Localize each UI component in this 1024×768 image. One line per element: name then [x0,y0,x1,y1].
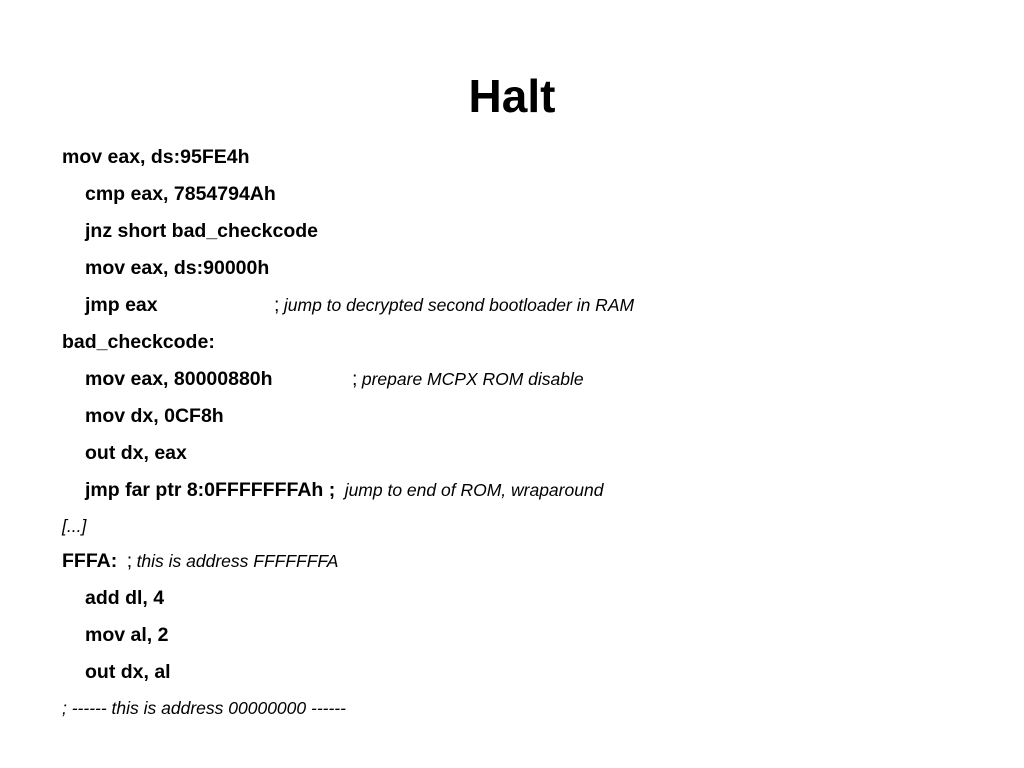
comment-group [352,361,584,399]
code-comment: jump to end of ROM, wraparound [344,480,604,500]
instruction: mov eax, ds:90000h [85,257,270,279]
instruction: mov eax, 80000880h [85,368,273,390]
instruction: out dx, al [85,661,171,683]
code-line [62,213,982,250]
instruction: mov dx, 0CF8h [85,405,224,427]
instruction: mov al, 2 [85,624,169,646]
instruction: cmp eax, 7854794Ah [85,183,276,205]
code-line [62,580,982,617]
instruction: mov eax, ds:95FE4h [62,146,250,168]
address-comment: ; ------ this is address 00000000 ------ [62,698,346,718]
comment-group [126,550,339,572]
instruction: add dl, 4 [85,587,165,609]
comment-group [344,480,604,500]
code-line [62,691,982,725]
code-line [62,139,982,176]
code-line [62,250,982,287]
code-line [62,472,982,509]
slide-title: Halt [468,70,556,122]
instruction: out dx, eax [85,442,187,464]
label: bad_checkcode: [62,331,215,353]
comment-semicolon: ; [126,550,133,572]
code-comment: jump to decrypted second bootloader in RAM [283,295,635,315]
code-line [62,617,982,654]
code-line [62,398,982,435]
comment-semicolon: ; [352,368,358,390]
instruction: jmp far ptr 8:0FFFFFFFAh ; [85,479,336,501]
code-line [62,287,982,324]
instruction: jnz short bad_checkcode [85,220,318,242]
code-line [62,543,982,580]
code-line [62,324,982,361]
code-comment: this is address FFFFFFFA [136,551,339,571]
code-comment: prepare MCPX ROM disable [361,369,584,389]
assembly-code-listing [62,139,982,725]
code-line [62,654,982,691]
comment-group [274,287,634,325]
code-line [62,176,982,213]
comment-semicolon: ; [274,294,280,316]
ellipsis-comment: [...] [62,516,87,536]
code-line [62,435,982,472]
instruction: jmp eax [85,294,158,316]
code-line [62,509,982,543]
code-line [62,361,982,398]
label: FFFA: [62,550,118,572]
